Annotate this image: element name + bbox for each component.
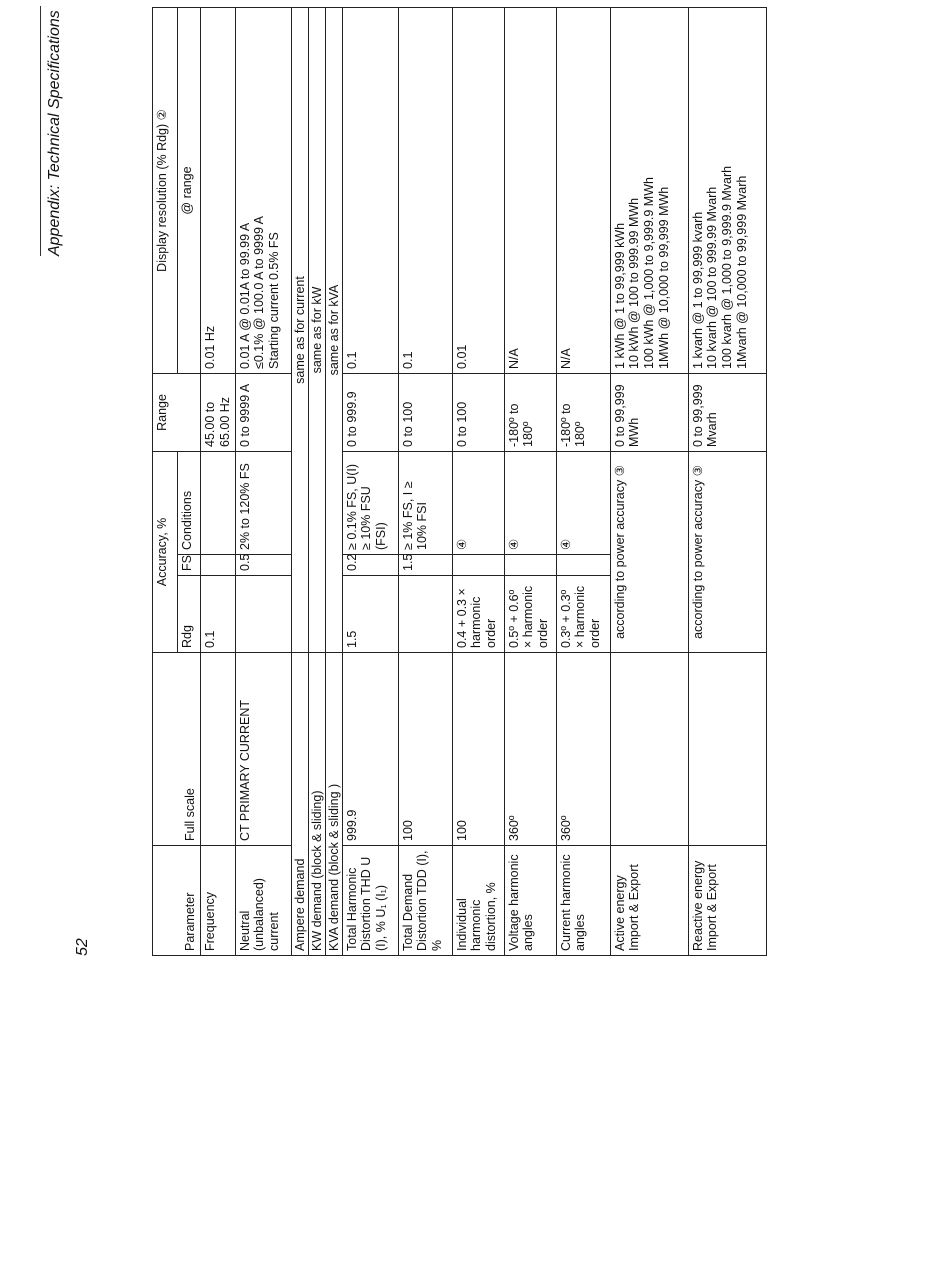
cell-range: 45.00 to 65.00 Hz [201,373,236,451]
header-resolution-sub: @ range [178,7,201,373]
cell-parameter: Total Harmonic Distortion THD U (I), % U₁ (I₁) [342,846,398,956]
cell-full-scale [201,653,236,846]
resolution-line: Starting current 0.5% FS [267,232,281,369]
table-row-individual-harmonic [452,7,504,955]
cell-full-scale [610,653,688,846]
cell-fs: 0.2 [342,555,398,576]
cell-range: -180º to 180º [556,373,610,451]
table-row-active-energy [610,7,688,955]
specifications-table [152,7,767,956]
cell-parameter: Current harmonic angles [556,846,610,956]
resolution-line: 0.01 Hz [203,325,217,369]
resolution-line: 0.1 [344,351,359,369]
cell-range: 0 to 100 [398,373,452,451]
cell-conditions: ④ [504,451,556,554]
cell-range: 0 to 999.9 [342,373,398,451]
header-fs: FS [178,555,201,576]
cell-rdg: 0.3º + 0.3º × harmonic order [556,576,610,653]
cell-full-scale: 100 [398,653,452,846]
table-row-neutral [235,7,291,955]
header-conditions: Conditions [178,451,201,554]
cell-accuracy-span: according to power accuracy ③ [688,451,766,652]
cell-full-scale: 100 [452,653,504,846]
header-accuracy: Accuracy, % [153,451,178,652]
cell-range: -180º to 180º [504,373,556,451]
cell-same-as: same as for kVA [325,7,342,652]
cell-parameter: Active energy Import & Export [610,846,688,956]
cell-range: 0 to 99,999 MWh [610,373,688,451]
cell-parameter: Voltage harmonic angles [504,846,556,956]
cell-resolution [688,7,766,373]
cell-rdg [235,576,291,653]
table-row-frequency [201,7,236,955]
page-number: 52 [74,938,91,956]
cell-rdg: 0.1 [201,576,236,653]
cell-fs: 1.5 [398,555,452,576]
footer-title: Appendix: Technical Specifications [46,10,63,256]
resolution-line: N/A [506,348,521,369]
cell-same-as: same as for current [291,7,308,652]
header-row-top [153,7,178,955]
cell-parameter: Neutral (unbalanced) current [235,846,291,956]
cell-resolution [342,7,398,373]
table-row-voltage-angles [504,7,556,955]
header-full-scale: Full scale [153,653,201,846]
cell-conditions: ≥ 0.1% FS, U(I) ≥ 10% FSU (FSI) [342,451,398,554]
cell-fs: 0.5 [235,555,291,576]
cell-parameter: Reactive energy Import & Export [688,846,766,956]
cell-resolution [556,7,610,373]
cell-accuracy-span: according to power accuracy ③ [610,451,688,652]
cell-resolution [452,7,504,373]
cell-rdg: 1.5 [342,576,398,653]
cell-resolution [504,7,556,373]
cell-range: 0 to 100 [452,373,504,451]
cell-parameter: KVA demand (block & sliding ) [325,653,342,956]
cell-conditions: 2% to 120% FS [235,451,291,554]
cell-parameter: KW demand (block & sliding) [308,653,325,956]
resolution-line: 100 kWh @ 1,000 to 9,999.9 MWh [642,177,656,369]
resolution-line: 10 kvarh @ 100 to 999.99 Mvarh [705,186,720,369]
cell-resolution [235,7,291,373]
cell-resolution [201,7,236,373]
cell-fs [504,555,556,576]
resolution-line: 0.1 [400,351,415,369]
cell-rdg [398,576,452,653]
resolution-line: 1 kWh @ 1 to 99,999 kWh [612,222,627,369]
cell-fs [201,555,236,576]
cell-fs [452,555,504,576]
footer-rule [40,6,41,256]
cell-resolution [610,7,688,373]
cell-parameter: Ampere demand [291,653,308,956]
cell-fs [556,555,610,576]
table-row-kw-demand [308,7,325,955]
table-row-tdd [398,7,452,955]
cell-parameter: Frequency [201,846,236,956]
cell-conditions: ④ [452,451,504,554]
cell-conditions [201,451,236,554]
cell-full-scale [688,653,766,846]
cell-full-scale: 360º [556,653,610,846]
cell-range: 0 to 9999 A [235,373,291,451]
cell-conditions: ④ [556,451,610,554]
cell-full-scale: 999.9 [342,653,398,846]
header-parameter: Parameter [153,846,201,956]
cell-rdg: 0.5º + 0.6º × harmonic order [504,576,556,653]
header-range: Range [153,373,201,451]
cell-rdg: 0.4 + 0.3 × harmonic order [452,576,504,653]
table-row-thd [342,7,398,955]
cell-same-as: same as for kW [308,7,325,652]
resolution-line: 0.01 [454,344,469,369]
cell-resolution [398,7,452,373]
header-resolution: Display resolution (% Rdg) ② [153,7,178,373]
cell-range: 0 to 99,999 Mvarh [688,373,766,451]
cell-parameter: Individual harmonic distortion, % [452,846,504,956]
cell-conditions: ≥ 1% FS, I ≥ 10% FSI [398,451,452,554]
resolution-line: 100 kvarh @ 1,000 to 9,999.9 Mvarh [720,165,734,369]
resolution-line: ≤0.1% @ 100.0 A to 9999 A [252,215,267,369]
resolution-line: 1MWh @ 10,000 to 99,999 MWh [656,186,671,369]
table-row-current-angles [556,7,610,955]
table-row-reactive-energy [688,7,766,955]
resolution-line: 10 kWh @ 100 to 999.99 MWh [627,197,642,369]
cell-full-scale: CT PRIMARY CURRENT [235,653,291,846]
table-row-ampere-demand [291,7,308,955]
header-rdg: Rdg [178,576,201,653]
cell-full-scale: 360º [504,653,556,846]
resolution-line: 1Mvarh @ 10,000 to 99,999 Mvarh [734,175,749,369]
resolution-line: 1 kvarh @ 1 to 99,999 kvarh [690,211,705,369]
resolution-line: 0.01 A @ 0.01A to 99.99 A [237,222,252,369]
table-row-kva-demand [325,7,342,955]
resolution-line: N/A [558,348,573,369]
cell-parameter: Total Demand Distortion TDD (I), % [398,846,452,956]
